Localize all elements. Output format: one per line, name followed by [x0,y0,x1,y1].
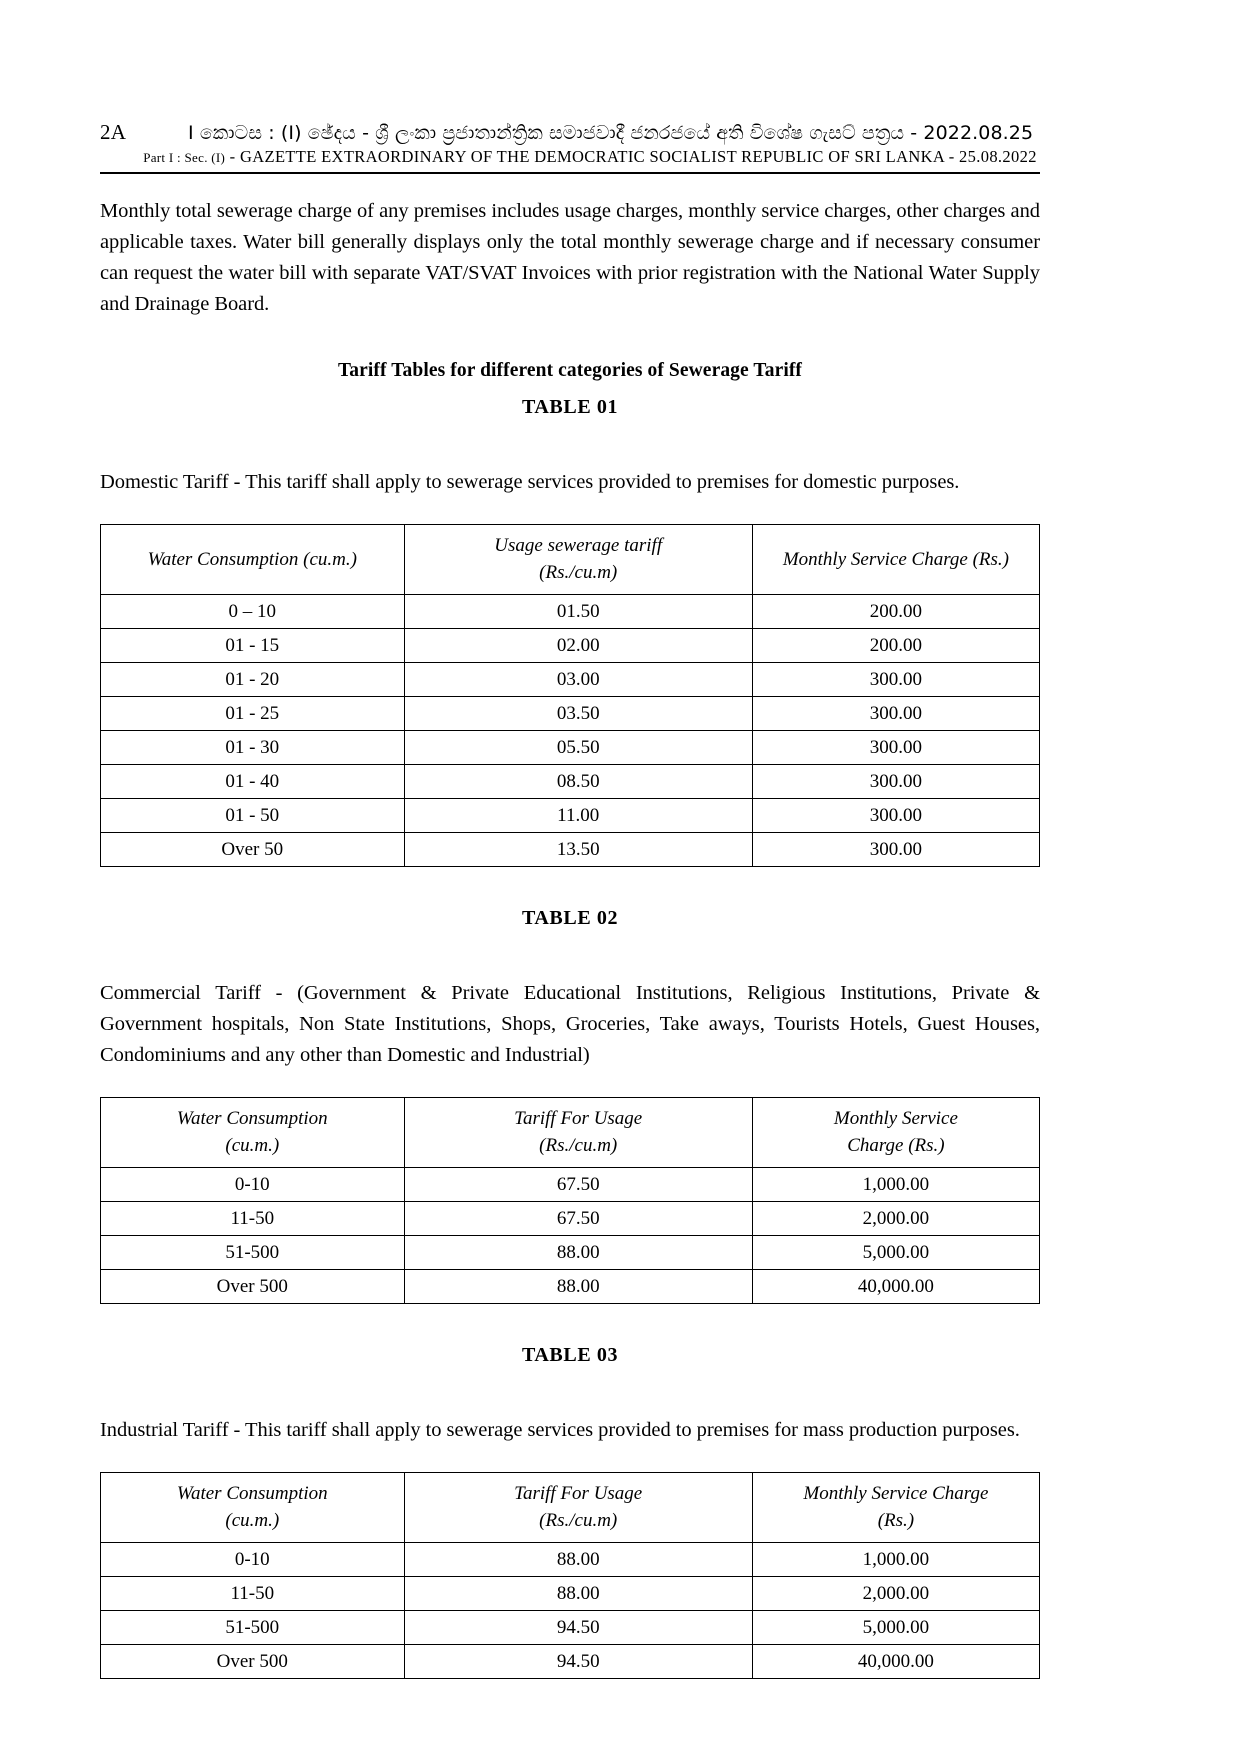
masthead-part-sec-label: Part I : Sec. (I) [143,150,226,165]
spacer-after-table01 [100,867,1040,907]
table01-header-tariff [404,525,752,595]
cell-consumption: Over 500 [101,1270,405,1304]
table01-header-row [101,525,1040,595]
table01-header-consumption-line1: Water Consumption (cu.m.) [147,548,357,570]
table-row [101,1202,1040,1236]
spacer-before-table02 [100,1071,1040,1097]
cell-service: 300.00 [752,731,1039,765]
table-row [101,1236,1040,1270]
cell-consumption: 51-500 [101,1611,405,1645]
cell-service: 2,000.00 [752,1202,1039,1236]
table03-header-service [752,1473,1039,1543]
cell-service: 200.00 [752,595,1039,629]
spacer-before-table01-desc [100,419,1040,445]
spacer-before-table01 [100,498,1040,524]
table-row [101,731,1040,765]
table02-header-service-line2: Charge (Rs.) [847,1135,945,1156]
table-industrial-tariff [100,1472,1040,1679]
intro-paragraph: Monthly total sewerage charge of any premises includes usage charges, monthly service charges, other charges and applicable taxes. Water bill generally displays only the total monthly sewerage charge and if necessary consumer can request the water bill with separate VAT/SVAT Invoices with prior registration with the National Water Supply and Drainage Board. [100,200,1040,315]
cell-tariff: 94.50 [404,1645,752,1679]
cell-service: 200.00 [752,629,1039,663]
table-row [101,799,1040,833]
table02-body [101,1168,1040,1304]
cell-service: 40,000.00 [752,1645,1039,1679]
table01-header-consumption [101,525,405,595]
cell-consumption: 01 - 40 [101,765,405,799]
table02-header-tariff-line1: Tariff For Usage [514,1108,643,1129]
table03-header-consumption-line1: Water Consumption [176,1483,328,1504]
table03-body [101,1543,1040,1679]
table-row [101,1168,1040,1202]
cell-service: 40,000.00 [752,1270,1039,1304]
table-row [101,595,1040,629]
cell-service: 2,000.00 [752,1577,1039,1611]
table02-header-service-line1: Monthly Service [833,1108,958,1129]
cell-service: 5,000.00 [752,1236,1039,1270]
cell-tariff: 08.50 [404,765,752,799]
page-masthead [100,120,1040,174]
cell-consumption: 01 - 25 [101,697,405,731]
cell-tariff: 88.00 [404,1236,752,1270]
cell-service: 300.00 [752,663,1039,697]
masthead-english-title [140,147,1040,167]
spacer-before-table03 [100,1446,1040,1472]
section-title: Tariff Tables for different categories of Sewerage Tariff [337,360,803,381]
cell-consumption: 0-10 [101,1543,405,1577]
table-row [101,1611,1040,1645]
cell-consumption: Over 50 [101,833,405,867]
cell-tariff: 67.50 [404,1202,752,1236]
table-row [101,663,1040,697]
table02-header-tariff-line2: (Rs./cu.m) [539,1135,618,1156]
table03-head [101,1473,1040,1543]
cell-tariff: 11.00 [404,799,752,833]
cell-consumption: 51-500 [101,1236,405,1270]
table-row [101,833,1040,867]
cell-consumption: 11-50 [101,1577,405,1611]
cell-service: 1,000.00 [752,1168,1039,1202]
table01-header-service [752,525,1039,595]
cell-tariff: 02.00 [404,629,752,663]
table01-caption: TABLE 01 [521,396,619,418]
table02-header-row [101,1098,1040,1168]
table03-header-consumption-line2: (cu.m.) [225,1510,280,1531]
table03-header-consumption [101,1473,405,1543]
cell-service: 300.00 [752,799,1039,833]
page-folio-number: 2A [100,120,127,144]
cell-consumption: 01 - 30 [101,731,405,765]
cell-tariff: 88.00 [404,1543,752,1577]
cell-tariff: 88.00 [404,1270,752,1304]
cell-consumption: 0-10 [101,1168,405,1202]
cell-tariff: 01.50 [404,595,752,629]
table02-header-tariff [404,1098,752,1168]
table03-header-tariff [404,1473,752,1543]
table03-header-tariff-line1: Tariff For Usage [514,1483,643,1504]
table03-header-service-line1: Monthly Service Charge [803,1483,989,1504]
table-commercial-tariff [100,1097,1040,1304]
table01-body [101,595,1040,867]
cell-tariff: 03.00 [404,663,752,697]
spacer-after-table02 [100,1304,1040,1344]
table02-description: Commercial Tariff - (Government & Private Educational Institutions, Religious Institutions, Private & Government hospitals, Non State Institutions, Shops, Groceries, Take aways, Tourists Hotels, Guest Houses, Condominiums and any other than Domestic and Industrial) [100,982,1040,1066]
cell-service: 300.00 [752,765,1039,799]
cell-consumption: 0 – 10 [101,595,405,629]
table03-caption: TABLE 03 [521,1344,619,1366]
cell-service: 5,000.00 [752,1611,1039,1645]
cell-tariff: 13.50 [404,833,752,867]
cell-tariff: 03.50 [404,697,752,731]
cell-consumption: Over 500 [101,1645,405,1679]
cell-tariff: 88.00 [404,1577,752,1611]
table03-description: Industrial Tariff - This tariff shall apply to sewerage services provided to premises for mass production purposes. [100,1419,1020,1441]
spacer-after-intro [100,320,1040,360]
table-row [101,697,1040,731]
table03-header-row [101,1473,1040,1543]
page-content [100,120,1040,1679]
table-row [101,765,1040,799]
cell-consumption: 01 - 50 [101,799,405,833]
table-row [101,629,1040,663]
spacer-before-table03-desc [100,1367,1040,1393]
cell-consumption: 11-50 [101,1202,405,1236]
cell-tariff: 94.50 [404,1611,752,1645]
masthead-divider [100,172,1040,174]
table02-header-consumption [101,1098,405,1168]
spacer-after-section-title [100,382,1040,396]
table-row [101,1577,1040,1611]
cell-service: 1,000.00 [752,1543,1039,1577]
table02-header-consumption-line2: (cu.m.) [225,1135,280,1156]
cell-service: 300.00 [752,697,1039,731]
table03-header-service-line2: (Rs.) [877,1510,915,1531]
table02-header-consumption-line1: Water Consumption [176,1108,328,1129]
table02-header-service [752,1098,1039,1168]
cell-tariff: 05.50 [404,731,752,765]
table01-header-service-line1: Monthly Service Charge (Rs.) [782,548,1010,570]
table02-caption: TABLE 02 [521,907,619,929]
table-domestic-tariff [100,524,1040,867]
masthead-sinhala-title: I කොටස : (I) ඡේදය - ශ්‍රී ලංකා ප්‍රජාතාන්ත්‍රික සමාජවාදී ජනරජයේ අති විශේෂ ගැසට් පත්‍රය - 2022.08.25 [188,122,1034,144]
table-row [101,1543,1040,1577]
spacer-before-table02-desc [100,930,1040,956]
table01-header-tariff-line2: (Rs./cu.m) [539,562,618,583]
cell-consumption: 01 - 20 [101,663,405,697]
cell-tariff: 67.50 [404,1168,752,1202]
table-row [101,1270,1040,1304]
cell-consumption: 01 - 15 [101,629,405,663]
table03-header-tariff-line2: (Rs./cu.m) [539,1510,618,1531]
table01-head [101,525,1040,595]
masthead-primary-line [100,120,1040,145]
masthead-english-rest: - GAZETTE EXTRAORDINARY OF THE DEMOCRATIC SOCIALIST REPUBLIC OF SRI LANKA - 25.08.2022 [225,147,1037,166]
cell-service: 300.00 [752,833,1039,867]
table01-description: Domestic Tariff - This tariff shall apply to sewerage services provided to premises for domestic purposes. [100,471,960,493]
table02-head [101,1098,1040,1168]
table01-header-tariff-line1: Usage sewerage tariff [494,535,663,556]
table-row [101,1645,1040,1679]
